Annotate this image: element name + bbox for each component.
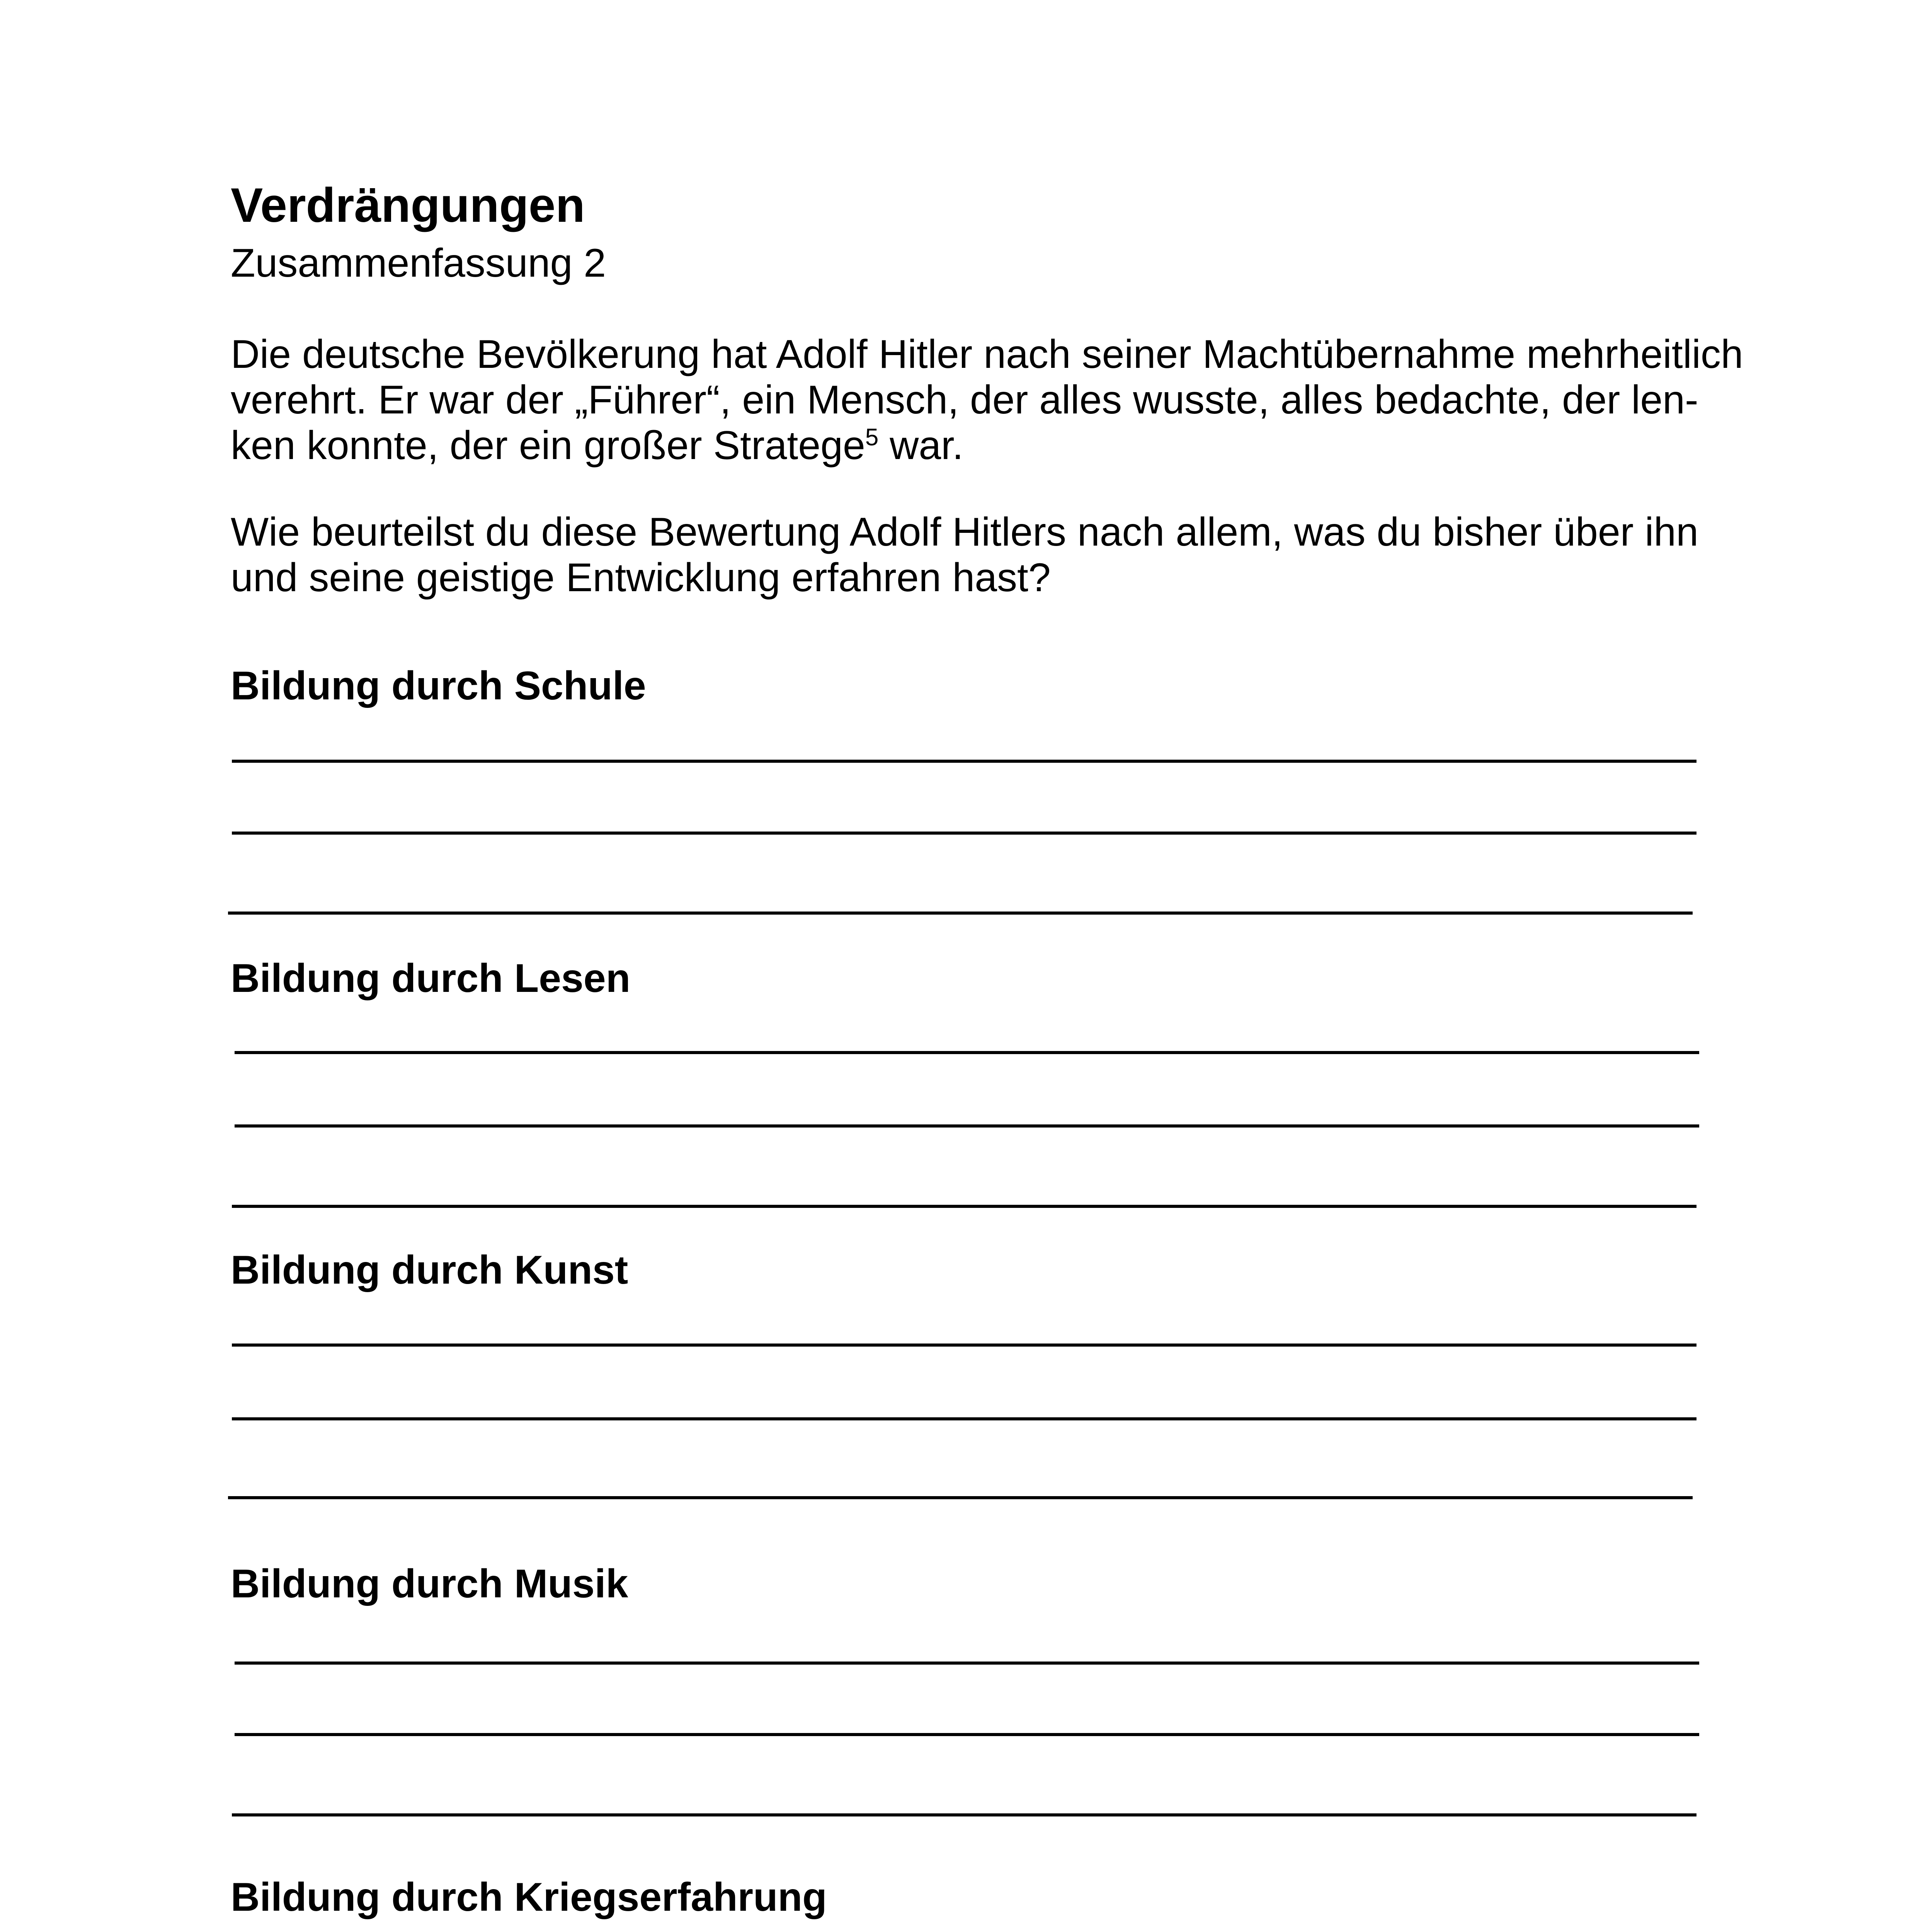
question-line-2: und seine geistige Entwicklung erfahren hast? — [231, 555, 1051, 600]
intro-line-2: verehrt. Er war der „Führer“, ein Mensch, der alles wusste, alles bedachte, der len- — [231, 378, 1698, 422]
answer-line[interactable] — [235, 1733, 1699, 1736]
section-heading-lesen: Bildung durch Lesen — [231, 956, 631, 1001]
answer-line[interactable] — [232, 832, 1696, 835]
answer-line[interactable] — [232, 760, 1696, 763]
section-heading-schule: Bildung durch Schule — [231, 663, 646, 708]
intro-line-3-text: ken konnte, der ein großer Stratege — [231, 423, 865, 468]
intro-line-3 — [231, 423, 1715, 468]
section-heading-kunst: Bildung durch Kunst — [231, 1248, 628, 1293]
page-subtitle: Zusammenfassung 2 — [231, 241, 606, 286]
answer-line[interactable] — [235, 1124, 1699, 1128]
answer-line[interactable] — [228, 1496, 1693, 1499]
answer-line[interactable] — [232, 1813, 1696, 1816]
question-paragraph — [231, 509, 1715, 600]
answer-line[interactable] — [235, 1051, 1699, 1054]
question-line-1: Wie beurteilst du diese Bewertung Adolf Hitlers nach allem, was du bisher über ihn — [231, 510, 1698, 554]
answer-line[interactable] — [228, 912, 1693, 915]
footnote-reference: 5 — [865, 424, 879, 451]
answer-line[interactable] — [232, 1344, 1696, 1347]
section-heading-kriegserfahrung: Bildung durch Kriegserfahrung — [231, 1875, 827, 1920]
answer-line[interactable] — [235, 1662, 1699, 1665]
page-title: Verdrängungen — [231, 179, 585, 232]
answer-line[interactable] — [232, 1205, 1696, 1208]
answer-line[interactable] — [232, 1417, 1696, 1420]
intro-line-1: Die deutsche Bevölkerung hat Adolf Hitler nach seiner Machtübernahme mehrheitlich — [231, 332, 1743, 377]
intro-line-3-end: war. — [878, 423, 963, 468]
intro-paragraph — [231, 332, 1743, 468]
section-heading-musik: Bildung durch Musik — [231, 1561, 628, 1606]
